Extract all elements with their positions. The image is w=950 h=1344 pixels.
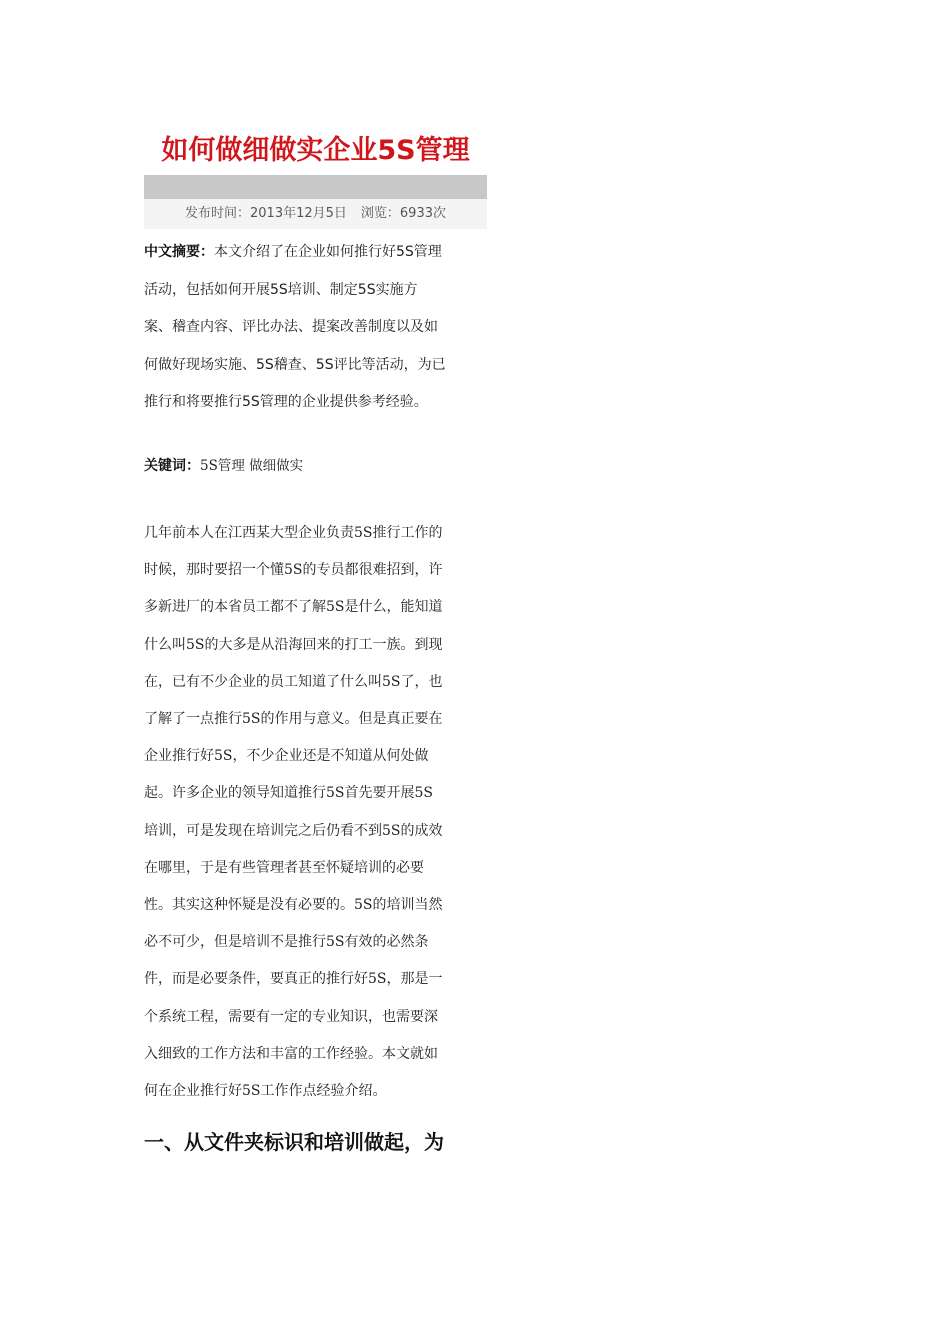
body-line: 性。其实这种怀疑是没有必要的。5S的培训当然	[144, 897, 443, 914]
publish-date: 发布时间：2013年12月5日	[185, 206, 347, 221]
article-abstract	[144, 234, 487, 422]
keywords-values: 5S管理 做细做实	[200, 458, 304, 474]
abstract-line: 案、稽查内容、评比办法、提案改善制度以及如	[144, 319, 438, 335]
title-divider-bar	[144, 175, 487, 199]
body-line: 必不可少，但是培训不是推行5S有效的必然条	[144, 934, 429, 951]
abstract-line	[144, 234, 487, 272]
body-line: 个系统工程，需要有一定的专业知识，也需要深	[144, 1008, 438, 1025]
body-line: 在，已有不少企业的员工知道了什么叫5S了，也	[144, 673, 443, 690]
article-keywords	[144, 452, 487, 480]
body-line: 入细致的工作方法和丰富的工作经验。本文就如	[144, 1045, 438, 1062]
body-line: 培训，可是发现在培训完之后仍看不到5S的成效	[144, 822, 443, 839]
body-line: 企业推行好5S，不少企业还是不知道从何处做	[144, 748, 429, 765]
article-title: 如何做细做实企业5S管理	[161, 135, 470, 166]
section-heading: 一、从文件夹标识和培训做起，为	[144, 1130, 444, 1154]
body-line: 起。许多企业的领导知道推行5S首先要开展5S	[144, 785, 433, 802]
body-line: 几年前本人在江西某大型企业负责5S推行工作的	[144, 525, 443, 541]
body-line: 了解了一点推行5S的作用与意义。但是真正要在	[144, 711, 443, 728]
abstract-line: 推行和将要推行5S管理的企业提供参考经验。	[144, 394, 428, 410]
body-line: 件，而是必要条件，要真正的推行好5S，那是一	[144, 971, 443, 988]
abstract-label: 中文摘要：	[144, 244, 214, 260]
body-line: 多新进厂的本省员工都不了解5S是什么，能知道	[144, 599, 443, 616]
keywords-label: 关键词：	[144, 458, 200, 474]
abstract-text: 本文介绍了在企业如何推行好5S管理	[214, 244, 442, 260]
article-body	[144, 515, 487, 1110]
view-count: 浏览：6933次	[360, 206, 446, 221]
article-meta-bar	[144, 199, 487, 229]
body-line: 在哪里，于是有些管理者甚至怀疑培训的必要	[144, 859, 424, 876]
body-line: 何在企业推行好5S工作作点经验介绍。	[144, 1083, 387, 1100]
body-line: 什么叫5S的大多是从沿海回来的打工一族。到现	[144, 636, 443, 653]
abstract-line: 活动，包括如何开展5S培训、制定5S实施方	[144, 281, 418, 298]
abstract-line: 何做好现场实施、5S稽查、5S评比等活动，为已	[144, 356, 446, 373]
body-line: 时候，那时要招一个懂5S的专员都很难招到，许	[144, 562, 443, 579]
